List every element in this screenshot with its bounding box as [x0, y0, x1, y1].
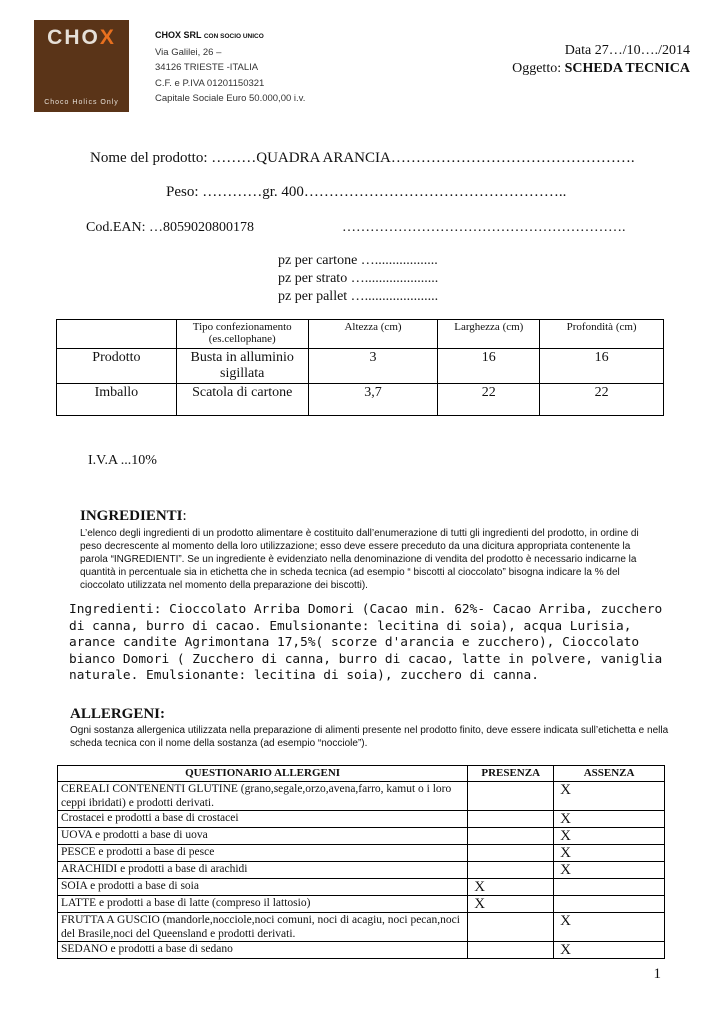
allergen-presence — [468, 811, 554, 828]
packaging-header-cell: Larghezza (cm) — [438, 320, 540, 349]
allergen-item: LATTE e prodotti a base di latte (compreso il lattosio) — [58, 896, 468, 913]
document-subject: Oggetto: SCHEDA TECNICA — [512, 61, 690, 76]
allergen-row — [58, 828, 665, 845]
allergen-item: SEDANO e prodotti a base di sedano — [58, 942, 468, 959]
company-logo — [34, 20, 129, 112]
company-tax-line: C.F. e P.IVA 01201150321 — [155, 77, 265, 89]
product-name-line: Nome del prodotto: ………QUADRA ARANCIA…………………………………………. — [90, 150, 635, 166]
product-ean-line: Cod.EAN: …8059020800178 — [86, 220, 254, 235]
allergen-presence — [468, 845, 554, 862]
packaging-cell: Prodotto — [57, 349, 177, 384]
packaging-cell: 22 — [438, 384, 540, 416]
allergen-header-row — [58, 766, 665, 782]
allergen-absence: X — [554, 828, 665, 845]
allergen-item: UOVA e prodotti a base di uova — [58, 828, 468, 845]
pieces-per-layer: pz per strato …..................... — [278, 271, 439, 286]
allergen-row — [58, 845, 665, 862]
allergen-header-cell: ASSENZA — [554, 766, 665, 782]
allergen-absence: X — [554, 913, 665, 942]
allergen-questionnaire-table — [57, 765, 665, 959]
company-info — [155, 28, 305, 107]
packaging-cell: 3,7 — [308, 384, 438, 416]
packaging-cell: 22 — [540, 384, 664, 416]
pieces-per-carton: pz per cartone ….................. — [278, 253, 438, 268]
allergen-absence — [554, 896, 665, 913]
allergen-item: CEREALI CONTENENTI GLUTINE (grano,segale,orzo,avena,farro, kamut o i loro ceppi ibridati) e prodotti derivati. — [58, 782, 468, 811]
allergen-presence — [468, 828, 554, 845]
packaging-header-cell: Altezza (cm) — [308, 320, 438, 349]
allergen-row — [58, 913, 665, 942]
allergen-absence: X — [554, 942, 665, 959]
company-address-line: 34126 TRIESTE -ITALIA — [155, 62, 259, 73]
company-address-line: Via Galilei, 26 – — [155, 46, 222, 58]
allergen-header-cell: QUESTIONARIO ALLERGENI — [58, 766, 468, 782]
allergen-item: ARACHIDI e prodotti a base di arachidi — [58, 862, 468, 879]
allergen-presence: X — [468, 879, 554, 896]
document-date: Data 27…/10…./2014 — [564, 43, 690, 58]
company-name: CHOX SRL CON SOCIO UNICO — [155, 30, 264, 40]
ingredients-description: L’elenco degli ingredienti di un prodotto alimentare è costituito dall’enumerazione di tutti gli ingredienti del prodotto, in ordine di peso decrescente al momento della loro utilizzazione; esso deve essere preceduto da una dicitura appropriata contenente la parola “INGREDIENTI”. Se un ingrediente è evidenziato nella denominazione di vendita del prodotto è necessario indicarne la quantità in percentuale sia in etichetta che in scheda tecnica (ad esempio “ biscotti al cioccolato” bisogna indicare la % del cioccolato utilizzata nel momento della preparazione dei biscotti). — [80, 528, 639, 591]
packaging-cell: Busta in alluminio sigillata — [176, 349, 308, 384]
allergen-item: PESCE e prodotti a base di pesce — [58, 845, 468, 862]
allergen-header-cell: PRESENZA — [468, 766, 554, 782]
allergen-absence: X — [554, 811, 665, 828]
allergen-absence — [554, 879, 665, 896]
packaging-header-row — [57, 320, 664, 349]
ingredients-heading: INGREDIENTI: — [80, 508, 187, 524]
allergen-row — [58, 811, 665, 828]
packaging-header-cell: Profondità (cm) — [540, 320, 664, 349]
allergen-presence — [468, 913, 554, 942]
allergen-item: FRUTTA A GUSCIO (mandorle,nocciole,noci comuni, noci di acagiu, noci pecan,noci del Brasile,noci del Queensland e prodotti derivati. — [58, 913, 468, 942]
allergen-row — [58, 942, 665, 959]
packaging-cell: Imballo — [57, 384, 177, 416]
logo-wordmark: CHOX — [47, 26, 116, 49]
allergens-heading: ALLERGENI: — [70, 706, 166, 722]
packaging-header-cell: Tipo confezionamento (es.cellophane) — [176, 320, 308, 349]
allergen-row — [58, 879, 665, 896]
allergen-presence — [468, 862, 554, 879]
company-capital-line: Capitale Sociale Euro 50.000,00 i.v. — [155, 93, 306, 104]
allergen-row — [58, 862, 665, 879]
allergen-row — [58, 896, 665, 913]
logo-tagline: Choco Holics Only — [44, 99, 119, 106]
packaging-row-box — [57, 384, 664, 416]
packaging-cell: 16 — [540, 349, 664, 384]
allergen-absence: X — [554, 845, 665, 862]
allergen-presence — [468, 942, 554, 959]
packaging-cell: 3 — [308, 349, 438, 384]
allergen-item: Crostacei e prodotti a base di crostacei — [58, 811, 468, 828]
packaging-table — [56, 319, 664, 416]
packaging-cell: Scatola di cartone — [176, 384, 308, 416]
product-ean-dots: ……………………………………………………. — [342, 220, 626, 235]
allergen-presence: X — [468, 896, 554, 913]
ingredients-text: Ingredienti: Cioccolato Arriba Domori (Cacao min. 62%- Cacao Arriba, zucchero di canna, burro di cacao. Emulsionante: lecitina di soia), acqua Lurisia, arance candite Agrimontana 17,5%( scorze d'arancia e zucchero), Cioccolato bianco Domori ( Zucchero di canna, burro di cacao, latte in polvere, vaniglia naturale. Emulsionante: lecitina di soia), zucchero di canna. — [69, 602, 663, 683]
allergen-absence: X — [554, 862, 665, 879]
packaging-header-cell — [57, 320, 177, 349]
allergen-row — [58, 782, 665, 811]
packaging-row-product — [57, 349, 664, 384]
document-meta — [512, 42, 690, 78]
allergen-absence: X — [554, 782, 665, 811]
allergens-description: Ogni sostanza allergenica utilizzata nella preparazione di alimenti presente nel prodotto finito, deve essere indicata sull’etichetta e nella scheda tecnica con il nome della sostanza (ad esempio “nocciole”). — [70, 725, 669, 749]
packaging-cell: 16 — [438, 349, 540, 384]
pieces-per-pallet: pz per pallet …..................... — [278, 289, 439, 304]
vat-rate: I.V.A ...10% — [88, 453, 157, 468]
allergen-presence — [468, 782, 554, 811]
product-weight-line: Peso: …………gr. 400…………………………………………….. — [166, 184, 567, 200]
page-number: 1 — [653, 966, 661, 982]
allergen-item: SOIA e prodotti a base di soia — [58, 879, 468, 896]
